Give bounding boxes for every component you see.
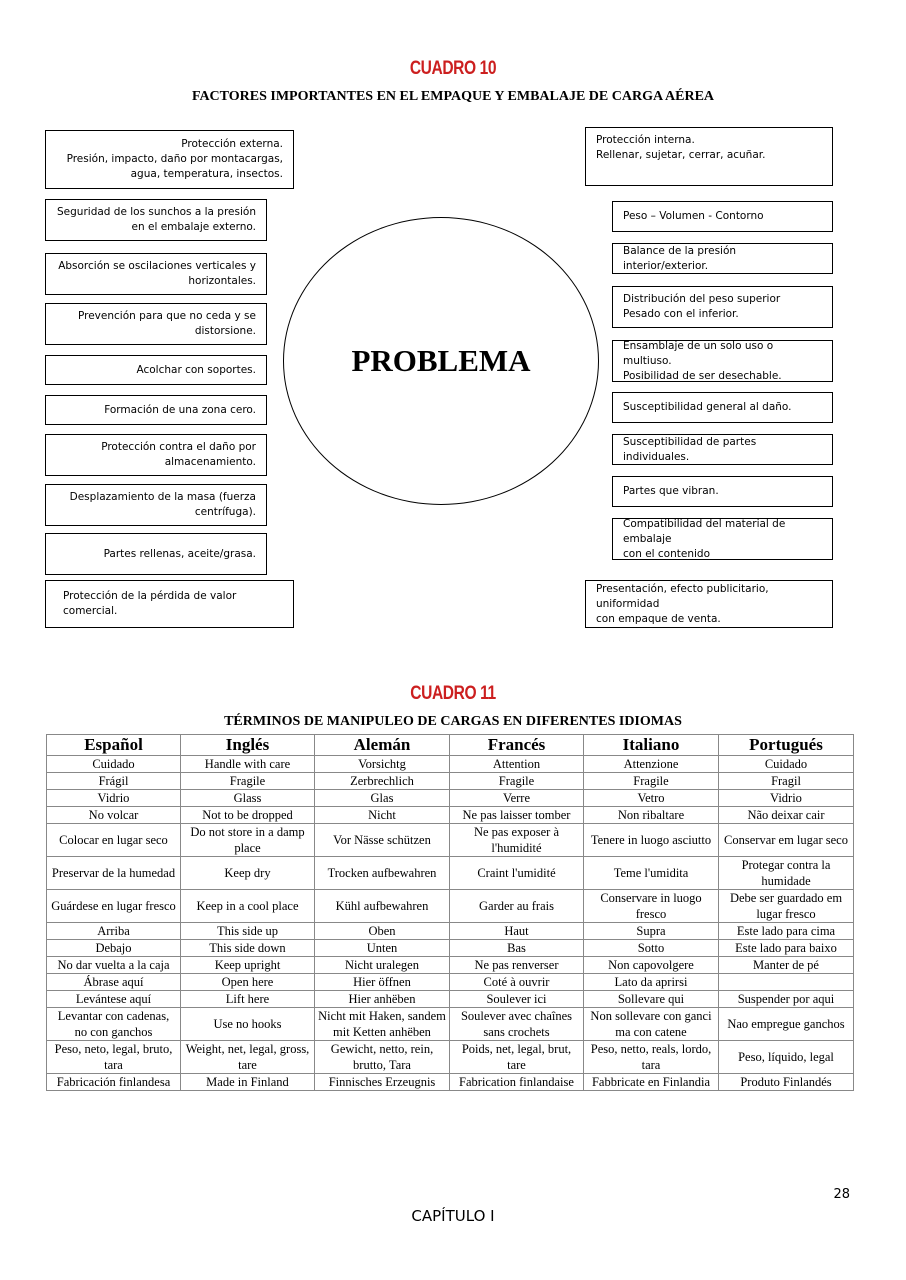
- cell-espanol: Arriba: [47, 923, 181, 940]
- cell-ingles: Keep in a cool place: [181, 890, 315, 923]
- cell-aleman: Hier anhëben: [315, 991, 450, 1008]
- cell-aleman: Finnisches Erzeugnis: [315, 1074, 450, 1091]
- table-row: [47, 773, 854, 790]
- cell-portugues: Fragil: [719, 773, 854, 790]
- cell-frances: Fragile: [450, 773, 584, 790]
- left-factor-box: Acolchar con soportes.: [45, 355, 267, 385]
- cell-italiano: Non capovolgere: [584, 957, 719, 974]
- left-factor-box: Protección externa. Presión, impacto, daño por montacargas, agua, temperatura, insectos.: [45, 130, 294, 189]
- cell-aleman: Gewicht, netto, rein, brutto, Tara: [315, 1041, 450, 1074]
- cell-ingles: Use no hooks: [181, 1008, 315, 1041]
- cell-espanol: Colocar en lugar seco: [47, 824, 181, 857]
- cell-portugues: Vidrio: [719, 790, 854, 807]
- table-row: [47, 756, 854, 773]
- cell-espanol: Frágil: [47, 773, 181, 790]
- cell-ingles: Weight, net, legal, gross, tare: [181, 1041, 315, 1074]
- cell-aleman: Unten: [315, 940, 450, 957]
- cell-portugues: Este lado para baixo: [719, 940, 854, 957]
- terms-table: [46, 734, 854, 1091]
- cell-italiano: Attenzione: [584, 756, 719, 773]
- cell-aleman: Trocken aufbewahren: [315, 857, 450, 890]
- cell-espanol: Peso, neto, legal, bruto, tara: [47, 1041, 181, 1074]
- header-aleman: Alemán: [315, 735, 450, 756]
- cell-espanol: Levantar con cadenas, no con ganchos: [47, 1008, 181, 1041]
- table-row: [47, 790, 854, 807]
- cell-espanol: Ábrase aquí: [47, 974, 181, 991]
- terms-table-body: [47, 756, 854, 1091]
- cell-italiano: Vetro: [584, 790, 719, 807]
- cell-aleman: Hier öffnen: [315, 974, 450, 991]
- cell-ingles: Made in Finland: [181, 1074, 315, 1091]
- right-factor-box: Partes que vibran.: [612, 476, 833, 507]
- cell-frances: Poids, net, legal, brut, tare: [450, 1041, 584, 1074]
- cell-frances: Fabrication finlandaise: [450, 1074, 584, 1091]
- cell-portugues: Peso, líquido, legal: [719, 1041, 854, 1074]
- cell-italiano: Tenere in luogo asciutto: [584, 824, 719, 857]
- right-factor-box: Ensamblaje de un solo uso o multiuso. Posibilidad de ser desechable.: [612, 340, 833, 382]
- header-frances: Francés: [450, 735, 584, 756]
- cell-espanol: Guárdese en lugar fresco: [47, 890, 181, 923]
- cell-frances: Verre: [450, 790, 584, 807]
- right-factor-box: Balance de la presión interior/exterior.: [612, 243, 833, 274]
- cell-espanol: Levántese aquí: [47, 991, 181, 1008]
- left-factor-box: Formación de una zona cero.: [45, 395, 267, 425]
- cell-aleman: Zerbrechlich: [315, 773, 450, 790]
- cell-frances: Coté à ouvrir: [450, 974, 584, 991]
- cell-aleman: Glas: [315, 790, 450, 807]
- right-factor-box: Susceptibilidad de partes individuales.: [612, 434, 833, 465]
- cell-espanol: Fabricación finlandesa: [47, 1074, 181, 1091]
- cell-italiano: Lato da aprirsi: [584, 974, 719, 991]
- cell-frances: Haut: [450, 923, 584, 940]
- cell-ingles: This side down: [181, 940, 315, 957]
- right-factor-box: Distribución del peso superior Pesado con el inferior.: [612, 286, 833, 328]
- cell-aleman: Nicht: [315, 807, 450, 824]
- cell-ingles: Open here: [181, 974, 315, 991]
- header-italiano: Italiano: [584, 735, 719, 756]
- cell-ingles: Glass: [181, 790, 315, 807]
- left-factor-box: Protección contra el daño por almacenamiento.: [45, 434, 267, 476]
- cell-italiano: Non ribaltare: [584, 807, 719, 824]
- cell-ingles: Fragile: [181, 773, 315, 790]
- cell-italiano: Fabbricate en Finlandia: [584, 1074, 719, 1091]
- cell-portugues: Este lado para cima: [719, 923, 854, 940]
- table-row: [47, 957, 854, 974]
- cell-ingles: Not to be dropped: [181, 807, 315, 824]
- table-row: [47, 1074, 854, 1091]
- cell-portugues: [719, 974, 854, 991]
- cell-espanol: Cuidado: [47, 756, 181, 773]
- cell-portugues: Debe ser guardado em lugar fresco: [719, 890, 854, 923]
- left-factor-box: Absorción se oscilaciones verticales y horizontales.: [45, 253, 267, 295]
- table-row: [47, 857, 854, 890]
- right-factor-box: Peso – Volumen - Contorno: [612, 201, 833, 232]
- cell-frances: Garder au frais: [450, 890, 584, 923]
- cell-frances: Craint l'umidité: [450, 857, 584, 890]
- header-ingles: Inglés: [181, 735, 315, 756]
- table-row: [47, 890, 854, 923]
- cell-espanol: Preservar de la humedad: [47, 857, 181, 890]
- cell-ingles: This side up: [181, 923, 315, 940]
- cell-aleman: Nicht mit Haken, sandem mit Ketten anhëben: [315, 1008, 450, 1041]
- table-row: [47, 940, 854, 957]
- table-header-row: [47, 735, 854, 756]
- cell-frances: Ne pas laisser tomber: [450, 807, 584, 824]
- cell-espanol: No dar vuelta a la caja: [47, 957, 181, 974]
- cell-aleman: Nicht uralegen: [315, 957, 450, 974]
- cuadro10-title: FACTORES IMPORTANTES EN EL EMPAQUE Y EMBALAJE DE CARGA AÉREA: [191, 89, 715, 104]
- cell-frances: Attention: [450, 756, 584, 773]
- cell-ingles: Handle with care: [181, 756, 315, 773]
- right-factor-box: Presentación, efecto publicitario, uniformidad con empaque de venta.: [585, 580, 833, 628]
- table-row: [47, 991, 854, 1008]
- cell-italiano: Sollevare qui: [584, 991, 719, 1008]
- cell-ingles: Do not store in a damp place: [181, 824, 315, 857]
- left-factor-box: Partes rellenas, aceite/grasa.: [45, 533, 267, 575]
- cell-portugues: Nao empregue ganchos: [719, 1008, 854, 1041]
- cell-aleman: Vor Nässe schützen: [315, 824, 450, 857]
- cell-ingles: Lift here: [181, 991, 315, 1008]
- cell-portugues: Conservar em lugar seco: [719, 824, 854, 857]
- cell-espanol: Debajo: [47, 940, 181, 957]
- cell-espanol: Vidrio: [47, 790, 181, 807]
- cell-aleman: Vorsichtg: [315, 756, 450, 773]
- table-row: [47, 824, 854, 857]
- cuadro11-label: CUADRO 11: [410, 683, 496, 704]
- cell-ingles: Keep dry: [181, 857, 315, 890]
- left-factor-box: Desplazamiento de la masa (fuerza centrífuga).: [45, 484, 267, 526]
- header-portugues: Portugués: [719, 735, 854, 756]
- cell-italiano: Fragile: [584, 773, 719, 790]
- cell-italiano: Sotto: [584, 940, 719, 957]
- table-row: [47, 974, 854, 991]
- left-factor-box: Protección de la pérdida de valor comercial.: [45, 580, 294, 628]
- cell-portugues: Não deixar cair: [719, 807, 854, 824]
- cell-frances: Soulever avec chaînes sans crochets: [450, 1008, 584, 1041]
- cuadro10-label: CUADRO 10: [409, 58, 497, 79]
- table-row: [47, 1008, 854, 1041]
- cell-italiano: Peso, netto, reals, lordo, tara: [584, 1041, 719, 1074]
- table-row: [47, 807, 854, 824]
- cell-frances: Ne pas exposer à l'humidité: [450, 824, 584, 857]
- page-number: 28: [833, 1187, 850, 1202]
- cell-portugues: Produto Finlandés: [719, 1074, 854, 1091]
- cell-portugues: Manter de pé: [719, 957, 854, 974]
- cell-portugues: Suspender por aqui: [719, 991, 854, 1008]
- problema-circle: [283, 217, 599, 505]
- table-row: [47, 1041, 854, 1074]
- cell-portugues: Protegar contra la humidade: [719, 857, 854, 890]
- cell-aleman: Oben: [315, 923, 450, 940]
- left-factor-box: Seguridad de los sunchos a la presión en el embalaje externo.: [45, 199, 267, 241]
- header-espanol: Español: [47, 735, 181, 756]
- cell-frances: Bas: [450, 940, 584, 957]
- right-factor-box: Susceptibilidad general al daño.: [612, 392, 833, 423]
- cell-frances: Soulever ici: [450, 991, 584, 1008]
- cell-italiano: Conservare in luogo fresco: [584, 890, 719, 923]
- chapter-label: CAPÍTULO I: [411, 1207, 495, 1225]
- table-row: [47, 923, 854, 940]
- problema-label: PROBLEMA: [351, 343, 531, 378]
- cell-ingles: Keep upright: [181, 957, 315, 974]
- cuadro11-title: TÉRMINOS DE MANIPULEO DE CARGAS EN DIFERENTES IDIOMAS: [224, 714, 682, 729]
- cell-espanol: No volcar: [47, 807, 181, 824]
- right-factor-box: Compatibilidad del material de embalaje con el contenido: [612, 518, 833, 560]
- cell-aleman: Kühl aufbewahren: [315, 890, 450, 923]
- cell-italiano: Non sollevare con ganci ma con catene: [584, 1008, 719, 1041]
- cell-portugues: Cuidado: [719, 756, 854, 773]
- cell-italiano: Teme l'umidita: [584, 857, 719, 890]
- cell-italiano: Supra: [584, 923, 719, 940]
- left-factor-box: Prevención para que no ceda y se distorsione.: [45, 303, 267, 345]
- right-factor-box: Protección interna. Rellenar, sujetar, cerrar, acuñar.: [585, 127, 833, 186]
- cell-frances: Ne pas renverser: [450, 957, 584, 974]
